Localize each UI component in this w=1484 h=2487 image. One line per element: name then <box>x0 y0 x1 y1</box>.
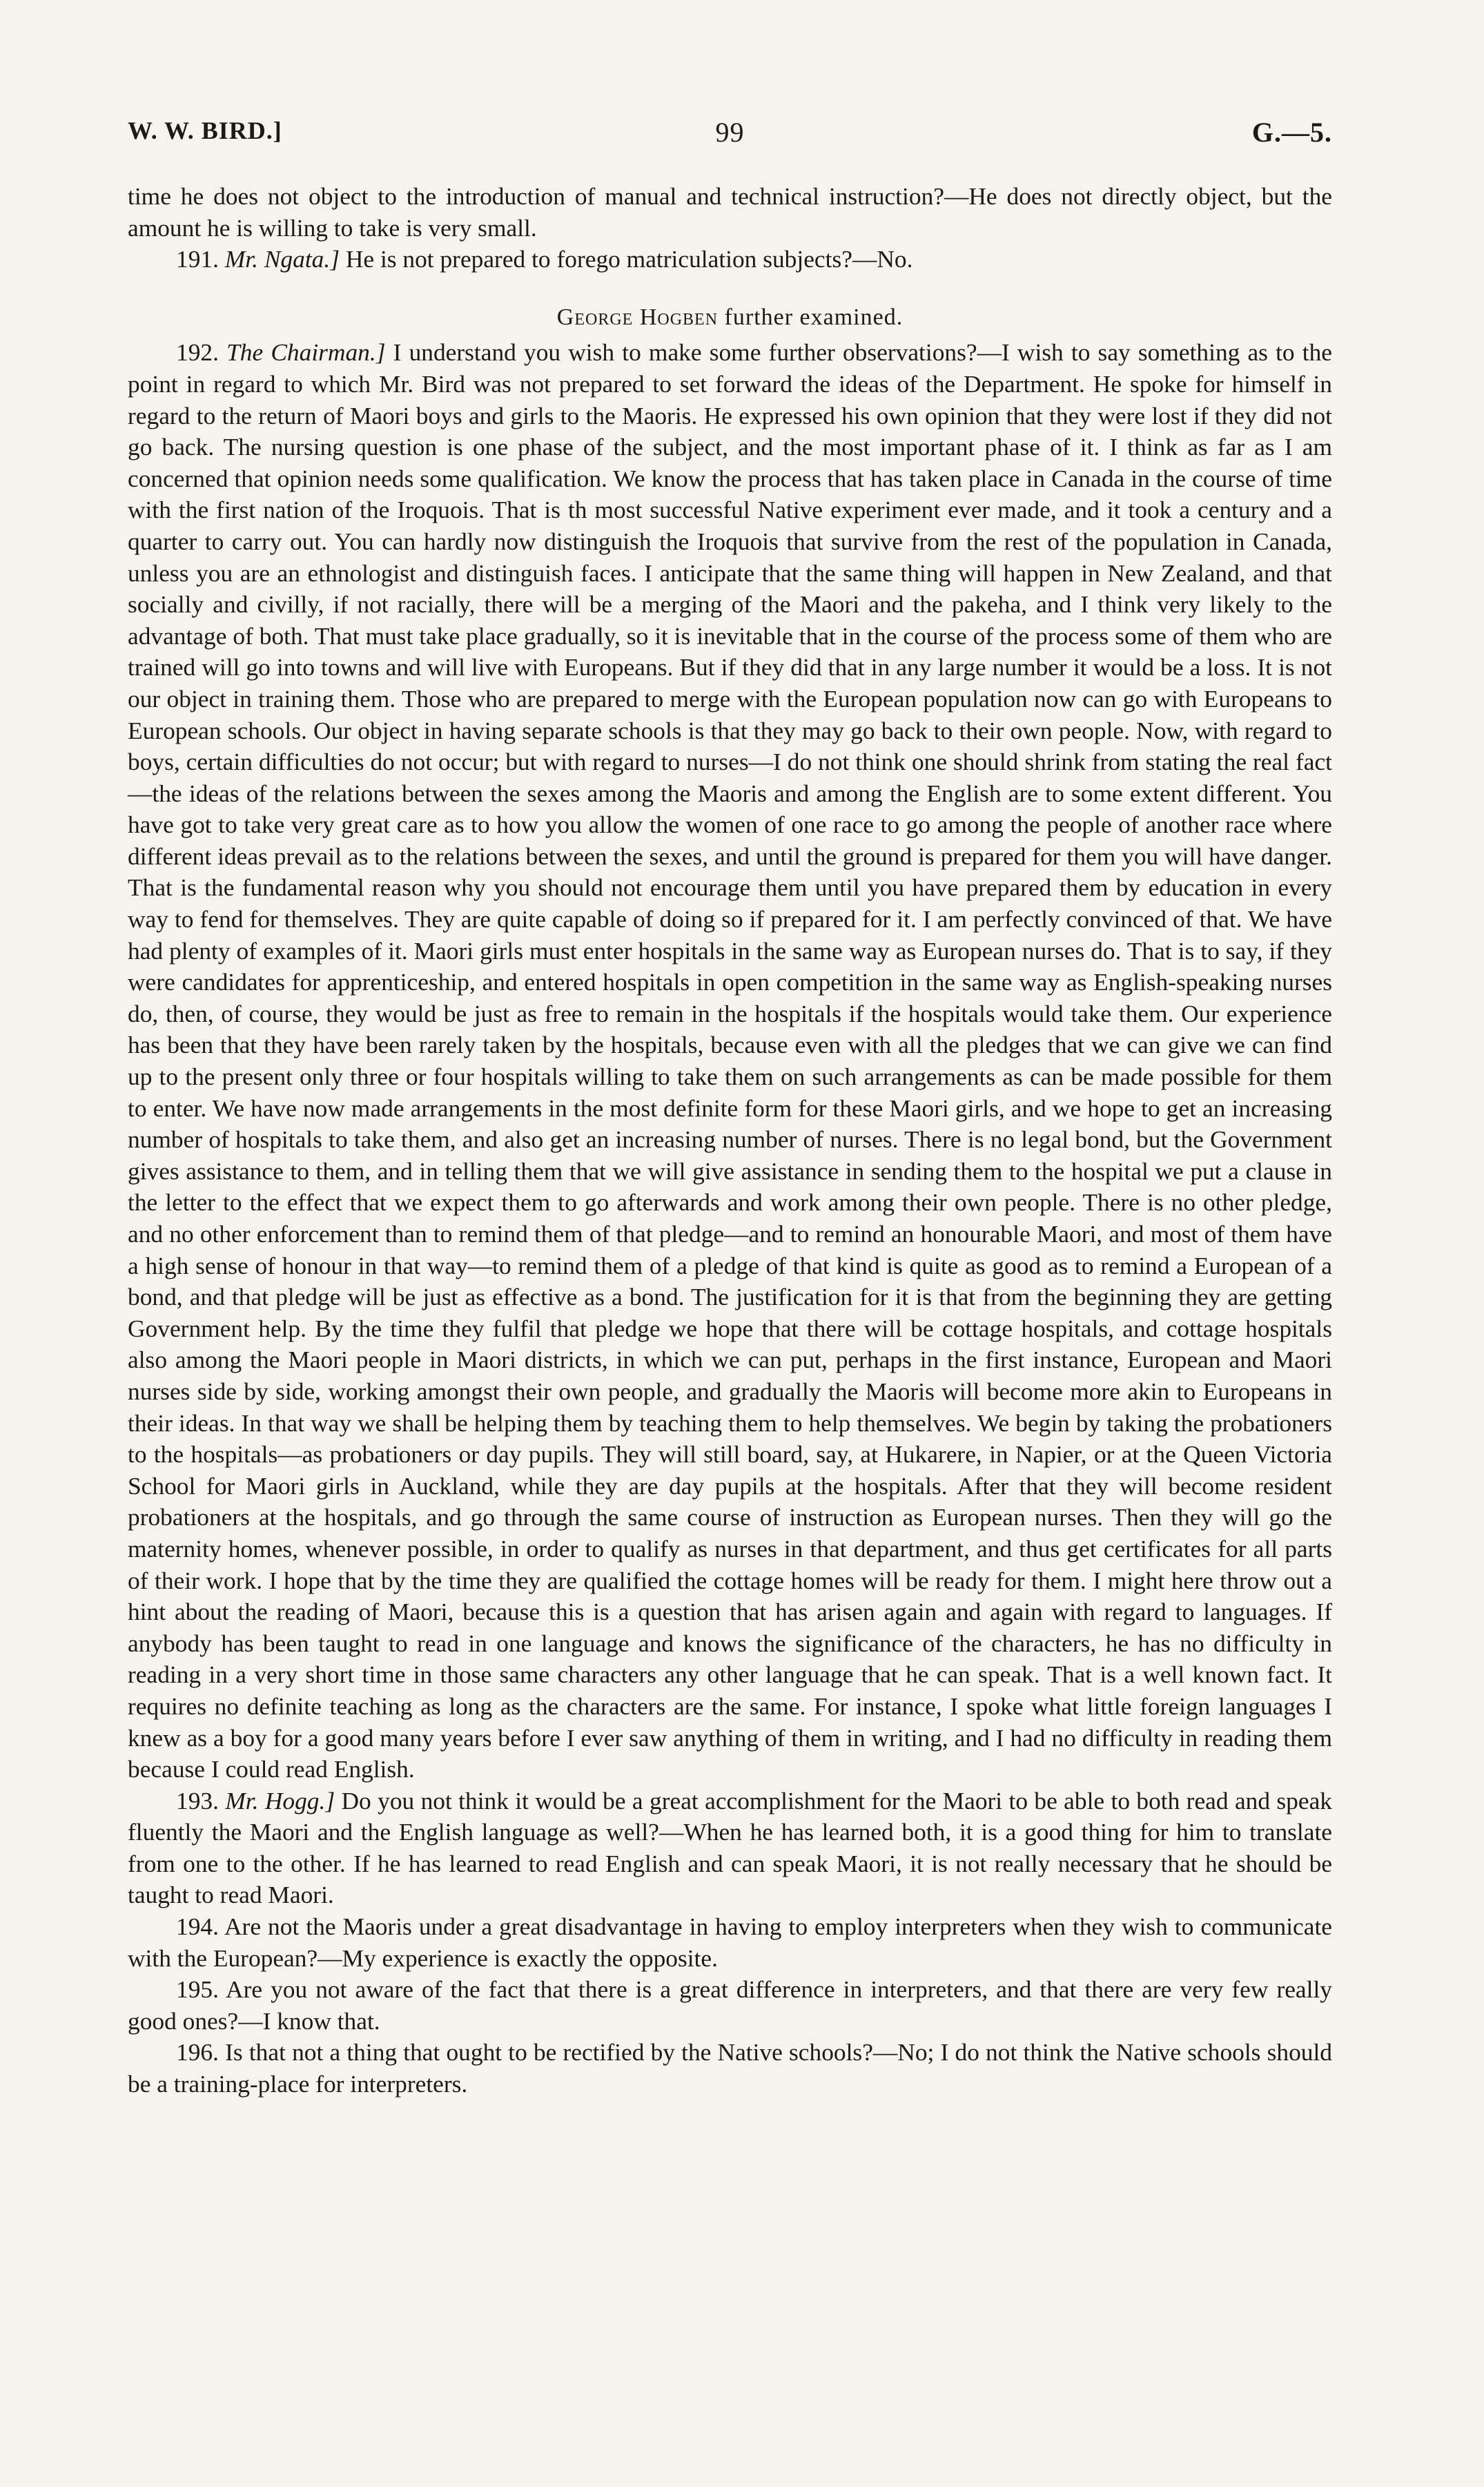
question-number: 191. <box>176 245 219 273</box>
question-196 <box>128 2037 1332 2100</box>
section-heading <box>128 302 1332 333</box>
question-text: Are not the Maoris under a great disadvantage in having to employ interpreters when they wish to communicate with the European?—My experience is exactly the opposite. <box>128 1913 1332 1972</box>
header-witness-name: W. W. BIRD.] <box>128 117 282 144</box>
page-number: 99 <box>715 117 745 148</box>
question-text: He is not prepared to forego matriculation subjects?—No. <box>345 245 913 273</box>
question-191 <box>128 244 1332 275</box>
question-193 <box>128 1786 1332 1911</box>
section-heading-rest: further examined. <box>724 304 904 330</box>
paragraph-continuation: time he does not object to the introduction of manual and technical instruction?—He does not directly object, but the amount he is willing to take is very small. <box>128 182 1332 242</box>
question-speaker: Mr. Hogg.] <box>225 1786 335 1815</box>
question-194 <box>128 1911 1332 1974</box>
question-text: I understand you wish to make some further observations?—I wish to say something as to the point in regard to which Mr. Bird was not prepared to set forward the ideas of the Department. He spoke for himself in regard to the return of Maori boys and girls to the Maoris. He expressed his own opinion that they were lost if they did not go back. The nursing question is one phase of the subject, and the most important phase of it. I think as far as I am concerned that opinion needs some qualification. We know the process that has taken place in Canada in the course of time with the first nation of the Iroquois. That is th most successful Native experiment ever made, and it took a century and a quarter to carry out. You can hardly now distinguish the Iroquois that survive from the rest of the population in Canada, unless you are an ethnologist and distinguish faces. I anticipate that the same thing will happen in New Zealand, and that socially and civilly, if not racially, there will be a merging of the Maori and the pakeha, and I think very likely to the advantage of both. That must take place gradually, so it is inevitable that in the course of the process some of them who are trained will go into towns and will live with Europeans. But if they did that in any large number it would be a loss. It is not our object in training them. Those who are prepared to merge with the European population now can go with Europeans to European schools. Our object in having separate schools is that they may go back to their own people. Now, with regard to boys, certain difficulties do not occur; but with regard to nurses—I do not think one should shrink from stating the real fact—the ideas of the relations between the sexes among the Maoris and among the English are to some extent different. You have got to take very great care as to how you allow the women of one race to go among the people of another race where different ideas prevail as to the relations between the sexes, and until the ground is prepared for them you will have danger. That is the fundamental reason why you should not encourage them until you have prepared them by education in every way to fend for themselves. They are quite capable of doing so if prepared for it. I am perfectly convinced of that. We have had plenty of examples of it. Maori girls must enter hospitals in the same way as European nurses do. That is to say, if they were candidates for apprenticeship, and entered hospitals in open competition in the same way as English-speaking nurses do, then, of course, they would be just as free to remain in the hospitals if the hospitals would take them. Our experience has been that they have been rarely taken by the hospitals, because even with all the pledges that we can give we can find up to the present only three or four hospitals willing to take them on such arrangements as can be made possible for them to enter. We have now made arrangements in the most definite form for these Maori girls, and we hope to get an increasing number of hospitals to take them, and also get an increasing number of nurses. There is no legal bond, but the Government gives assistance to them, and in telling them that we will give assistance in sending them to the hospital we put a clause in the letter to the effect that we expect them to go afterwards and work among their own people. There is no other pledge, and no other enforcement than to remind them of that pledge—and to remind an honourable Maori, and most of them have a high sense of honour in that way—to remind them of a pledge of that kind is quite as good as to remind a European of a bond, and that pledge will be just as effective as a bond. The justification for it is that from the beginning they are getting Government help. By the time they fulfil that pledge we hope that there will be cottage hospitals, and cottage hospitals also among the Maori people in Maori districts, in which we can put, perhaps in the first instance, European and Maori nurses side by side, working amongst their own people, and gradually the Maoris will become more akin to Europeans in their ideas. In that way we shall be helping them by teaching them to help themselves. We begin by taking the probationers to the hospitals—as probationers or day pupils. They will still board, say, at Hukarere, in Napier, or at the Queen Victoria School for Maori girls in Auckland, while they are day pupils at the hospitals. After that they will become resident probationers at the hospitals, and go through the same course of instruction as European nurses. Then they will go the maternity homes, whenever possible, in order to qualify as nurses in that department, and thus get certificates for all parts of their work. I hope that by the time they are qualified the cottage homes will be ready for them. I might here throw out a hint about the reading of Maori, because this is a question that has arisen again and again with regard to languages. If anybody has been taught to read in one language and knows the significance of the characters, he has no difficulty in reading in a very short time in those same characters any other language that he can speak. That is a well known fact. It requires no definite teaching as long as the characters are the same. For instance, I spoke what little foreign languages I knew as a boy for a good many years before I ever saw anything of them in writing, and I had no difficulty in reading them because I could read English. <box>128 338 1333 1783</box>
question-number: 196. <box>176 2038 219 2067</box>
header-paper-reference: G.—5. <box>1251 117 1332 148</box>
question-speaker: Mr. Ngata.] <box>224 245 340 273</box>
question-195 <box>128 1974 1332 2037</box>
question-192 <box>128 337 1332 1785</box>
question-text: Is that not a thing that ought to be rectified by the Native schools?—No; I do not think the Native schools should be a training-place for interpreters. <box>128 2038 1332 2098</box>
witness-name: George Hogben <box>556 304 719 330</box>
question-number: 195. <box>176 1975 219 2004</box>
running-header <box>128 116 1332 157</box>
question-text: Do you not think it would be a great accomplishment for the Maori to be able to both read and speak fluently the Maori and the English language as well?—When he has learned both, it is a good thing for him to translate from one to the other. If he has learned to read English and can speak Maori, it is not really necessary that he should be taught to read Maori. <box>128 1786 1332 1909</box>
question-number: 194. <box>176 1913 219 1941</box>
question-text: Are you not aware of the fact that there is a great difference in interpreters, and that there are very few really good ones?—I know that. <box>128 1975 1332 2035</box>
question-speaker: The Chairman.] <box>226 338 386 367</box>
question-number: 192. <box>176 338 219 367</box>
question-number: 193. <box>176 1786 219 1815</box>
body-text <box>128 181 1332 2100</box>
